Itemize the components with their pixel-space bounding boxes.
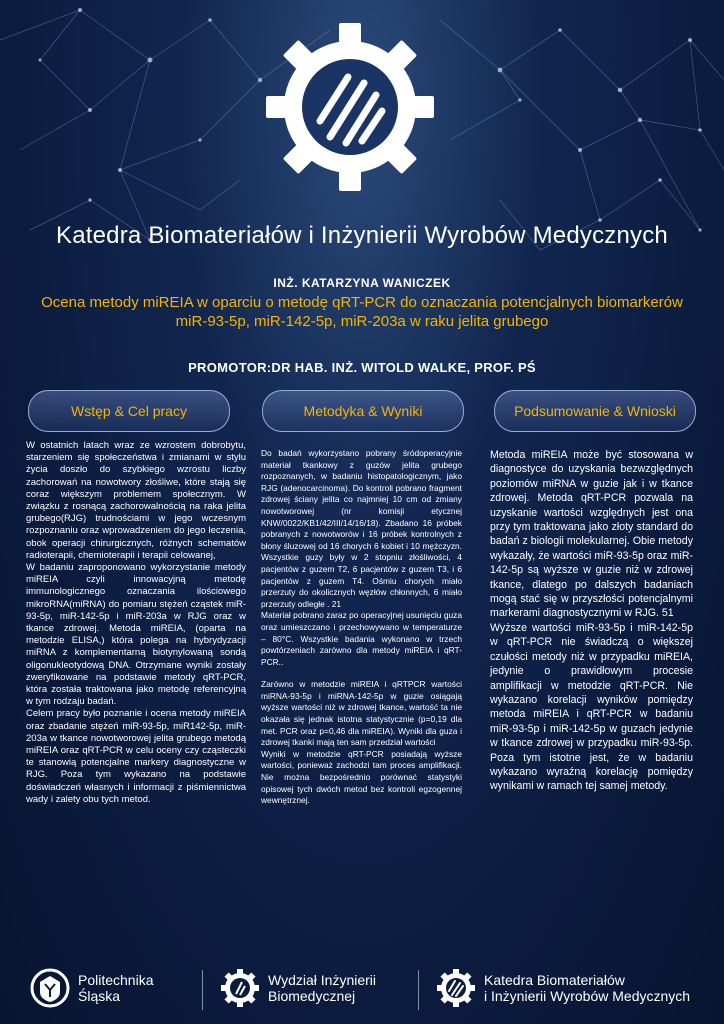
- thesis-title-line2: miR-93-5p, miR-142-5p, miR-203a w raku jelita grubego: [175, 313, 549, 330]
- gear-icon: [436, 968, 476, 1008]
- author-name: INŻ. KATARZYNA WANICZEK: [273, 276, 451, 290]
- footer-logo2-line2: Biomedycznej: [268, 988, 356, 1004]
- footer-logo-politechnika: [30, 968, 154, 1008]
- methods-paragraph: Wyniki w metodzie qRT-PCR posiadają wyższe wartości, ponieważ zachodzi tam proces amplifikacji. Nie można bezpośrednio porównać statystyki opisowej tych dwóch metod bez kontroli egzogennej wewnętrznej.: [261, 748, 462, 806]
- university-crest-icon: [30, 968, 70, 1008]
- methods-paragraph: Materiał pobrano zaraz po operacyjnej usunięciu guza oraz umieszczano i przechowywano w temperaturze – 80°C. Wszystkie badania wykonano w trzech powtórzeniach zarówno dla metody miREIA i qRT-PCR..: [261, 610, 462, 667]
- section-header-methods: Metodyka & Wyniki: [262, 390, 464, 432]
- section-header-summary: Podsumowanie & Wnioski: [494, 390, 696, 432]
- footer-logo-text: [78, 972, 154, 1004]
- footer-logo1-line1: Politechnika: [78, 972, 154, 988]
- intro-paragraph: W badaniu zaproponowano wykorzystanie metody miREIA czyli innowacyjną metodę immunologicznego oznaczania ilościowego mikroRNA(miRNA) do pomiaru stężeń cząstek miR-93-5p, miR-142-5p i miR-203a w RJG oraz w tkance zdrowej. Metoda miREIA, (oparta na metodzie ELISA,) która polega na hybrydyzacji miRNA z komplementarną biotynylowaną sondą oligonukleotydową DNA. Otrzymane wyniki zostały zweryfikowane na podstawie metody qRT-PCR, która została traktowana jako metodę referencyjną w tym rodzaju badań.: [26, 562, 246, 708]
- department-title: Katedra Biomateriałów i Inżynierii Wyrobów Medycznych: [56, 222, 668, 249]
- footer-logo1-line2: Śląska: [78, 988, 121, 1004]
- footer-logo-text: [268, 972, 376, 1004]
- thesis-title-line1: Ocena metody miREIA w oparciu o metodę qRT-PCR do oznaczania potencjalnych biomarkerów: [41, 294, 683, 311]
- summary-paragraph: Wyższe wartości miR-93-5p i miR-142-5p w qRT-PCR nie świadczą o większej czułości metody niż w przypadku miREIA, jedynie o prawidłowym procesie amplifikacji w metodzie qRT-PCR. Nie wykazano korelacji wyników pomiędzy metoda miREIA i qRT-PCR w badaniu miR-93-5p i miR-142-5p w guzach jedynie w tkance zdrowej w przypadku miR-93-5p. Poza tym istotne jest, że w badaniu wykazano wyraźną korelację pomiędzy wynikami w ramach tej samej metody.: [490, 621, 693, 793]
- gear-icon: [220, 968, 260, 1008]
- footer: [0, 960, 724, 1024]
- intro-column: [26, 440, 246, 806]
- footer-logo-wydzial: [220, 968, 376, 1008]
- summary-column: [490, 448, 693, 794]
- methods-paragraph: Do badań wykorzystano pobrany śródoperacyjnie materiał tkankowy z guzów jelita grubego rozpoznanych, w badaniu histopatologicznym, jako RJG (adenocarcinoma). Do kontroli pobrano fragment zdrowej ściany jelita co najmniej 10 cm od zmiany nowotworowej (nr komisji etycznej KNW/0022/KB1/42/III/14/16/18). Zbadano 16 próbek pobranych z nowotworów i 16 próbek kontrolnych z błony śluzowej od 16 chorych 6 kobiet i 10 mężczyzn. Wszystkie guzy były w 2 stopniu złośliwości, 4 pacjentów z guzem T2, 6 pacjentów z guzem T3, i 6 pacjentów z guzem T4. Ośmiu chorych miało przerzuty do okolicznych węzłów chłonnych, 6 miało przerzuty odległe . 21: [261, 448, 462, 609]
- methods-paragraph: Zarówno w metodzie miREIA i qRTPCR wartości miRNA-93-5p i miRNA-142-5p w guzie osiągają wyższe wartości niż w zdrowej tkance, wartość ta nie okazała się jednak istotna statystycznie (p=0,19 dla met. PCR oraz p=0,46 dla miREIA). Wyniki dla guza i zdrowej tkanki mają ten sam przedział wartości: [261, 679, 462, 748]
- footer-divider: [418, 970, 419, 1010]
- footer-logo3-line1: Katedra Biomateriałów: [484, 972, 625, 988]
- footer-logo2-line1: Wydział Inżynierii: [268, 972, 377, 988]
- footer-logo3-line2: i Inżynierii Wyrobów Medycznych: [484, 988, 691, 1004]
- gear-logo-icon: [265, 22, 435, 192]
- intro-paragraph: W ostatnich latach wraz ze wzrostem dobrobytu, starzeniem się społeczeństwa i zmianami w stylu życia doszło do szybkiego wzrostu liczby zachorowań na nowotwory złośliwe, które stają się coraz większym problemem społecznym. W związku z rosnącą zachorowalnością na raka jelita grubego(RJG) trudnościami w jego wczesnym rozpoznaniu oraz wprowadzeniem do jego leczenia, obok operacji chirurgicznych, różnych schematów radioterapii, chemioterapii i terapii celowanej,: [26, 440, 246, 561]
- footer-logo-katedra: [436, 968, 690, 1008]
- thesis-title: [20, 293, 704, 331]
- intro-paragraph: Celem pracy było poznanie i ocena metody miREIA oraz zbadanie stężeń miR-93-5p, miR142-5p, miR-203a w tkance nowotworowej jelita grubego metodą miREIA oraz qRT-PCR w celu oceny czy cząsteczki te stanowią potencjalne markery diagnostyczne w RJG. Poza tym wykazano na podstawie doświadczeń własnych i informacji z piśmiennictwa wady i zalety obu tych metod.: [26, 708, 246, 805]
- methods-column: [261, 448, 462, 807]
- summary-paragraph: Metoda miREIA może być stosowana w diagnostyce do uzyskania bezwzględnych poziomów miRNA w guzie jak i w tkance zdrowej. Metoda qRT-PCR pozwala na uzyskanie wartości względnych jest ona przy tym traktowana jako złoty standard do badań z biologii molekularnej. Obie metody wykazały, że wartości miR-93-5p oraz miR-142-5p są wyższe w guzie niż w zdrowej tkance, dlatego po dalszych badaniach mogą stać się w przyszłości potencjalnymi markerami diagnostycznymi w RJG. 51: [490, 449, 693, 620]
- promotor-line: PROMOTOR:DR HAB. INŻ. WITOLD WALKE, PROF. PŚ: [188, 360, 536, 375]
- footer-logo-text: [484, 972, 690, 1004]
- section-header-intro: Wstęp & Cel pracy: [28, 390, 230, 432]
- footer-divider: [202, 970, 203, 1010]
